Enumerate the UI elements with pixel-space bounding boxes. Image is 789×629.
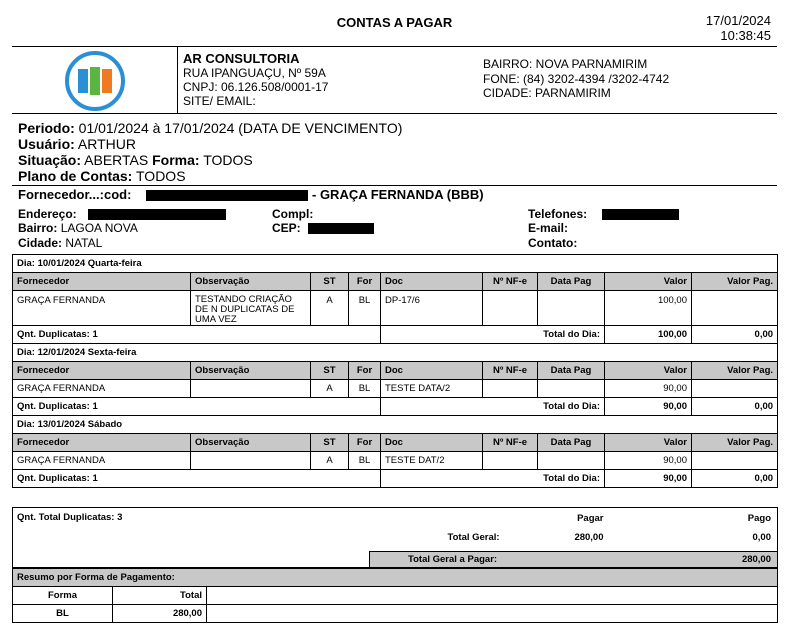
column-header-row: Fornecedor Observação ST For Doc Nº NF-e Data Pag Valor Valor Pag. xyxy=(13,362,778,380)
company-cidade: CIDADE: PARNAMIRIM xyxy=(483,86,611,100)
company-cnpj: CNPJ: 06.126.508/0001-17 xyxy=(183,80,329,94)
redacted-endereco xyxy=(88,209,226,220)
company-logo-icon xyxy=(64,50,126,112)
table-row: GRAÇA FERNANDA A BL TESTE DAT/2 90,00 xyxy=(13,452,778,470)
day-header: Dia: 12/01/2024 Sexta-feira xyxy=(13,344,778,362)
total-geral-row: Total Geral: 280,00 xyxy=(447,532,604,543)
company-site: SITE/ EMAIL: xyxy=(183,94,256,108)
resumo-row: BL 280,00 xyxy=(13,605,778,623)
redacted-telefones xyxy=(602,209,679,220)
supplier-telefones: Telefones: xyxy=(528,207,588,221)
resumo-title-row: Resumo por Forma de Pagamento: xyxy=(13,569,778,587)
payables-table xyxy=(12,254,778,488)
day-header: Dia: 10/01/2024 Quarta-feira xyxy=(13,255,778,273)
column-header-row: Fornecedor Observação ST For Doc Nº NF-e Data Pag Valor Valor Pag. xyxy=(13,273,778,291)
header-divider xyxy=(12,46,777,47)
supplier-cep: CEP: xyxy=(272,221,301,235)
supplier-title: Fornecedor...:cod: xyxy=(18,187,132,202)
supplier-bairro: Bairro: LAGOA NOVA xyxy=(18,221,138,235)
filter-periodo: Periodo: 01/01/2024 à 17/01/2024 (DATA DE VENCIMENTO) xyxy=(18,120,403,136)
day-total-row: Qnt. Duplicatas: 1 Total do Dia: 90,00 0,00 xyxy=(13,470,778,488)
total-geral-a-pagar-row: Total Geral a Pagar: 280,00 xyxy=(13,552,778,568)
company-bairro: BAIRRO: NOVA PARNAMIRIM xyxy=(483,57,648,71)
resumo-table xyxy=(12,568,778,623)
company-name: AR CONSULTORIA xyxy=(183,51,300,66)
company-address: RUA IPANGUAÇU, Nº 59A xyxy=(183,66,326,80)
table-row: GRAÇA FERNANDA TESTANDO CRIAÇÃO DE N DUPLICATAS DE UMA VEZ A BL DP-17/6 100,00 xyxy=(13,291,778,326)
supplier-email: E-mail: xyxy=(528,221,569,235)
day-header: Dia: 13/01/2024 Sábado xyxy=(13,416,778,434)
supplier-name: - GRAÇA FERNANDA (BBB) xyxy=(312,187,484,202)
report-time: 10:38:45 xyxy=(720,28,771,43)
supplier-contato: Contato: xyxy=(528,236,578,250)
total-pago-value: 0,00 xyxy=(752,531,771,543)
column-header-row: Fornecedor Observação ST For Doc Nº NF-e Data Pag Valor Valor Pag. xyxy=(13,434,778,452)
report-datetime xyxy=(706,13,771,43)
report-title: CONTAS A PAGAR xyxy=(336,15,453,30)
day-total-row: Qnt. Duplicatas: 1 Total do Dia: 90,00 0,00 xyxy=(13,398,778,416)
day-total-row: Qnt. Duplicatas: 1 Total do Dia: 100,00 0,00 xyxy=(13,326,778,344)
company-fone: FONE: (84) 3202-4394 /3202-4742 xyxy=(483,72,670,86)
pago-header: Pago xyxy=(747,512,771,524)
supplier-endereco: Endereço: xyxy=(18,207,77,221)
filter-plano: Plano de Contas: TODOS xyxy=(18,168,186,184)
redacted-cep xyxy=(308,223,374,234)
table-row: GRAÇA FERNANDA A BL TESTE DATA/2 90,00 xyxy=(13,380,778,398)
resumo-header-row: Forma Total xyxy=(13,587,778,605)
grand-totals-body: Qnt. Total Duplicatas: 3 Pagar Total Geral: 280,00 Pago 0,00 xyxy=(13,508,778,552)
supplier-compl: Compl: xyxy=(272,207,314,221)
report-date: 17/01/2024 xyxy=(705,13,771,28)
pagar-header: Pagar xyxy=(577,513,604,524)
supplier-cidade: Cidade: NATAL xyxy=(18,236,103,250)
redacted-code xyxy=(146,190,308,201)
filter-divider xyxy=(12,185,777,186)
filter-situacao: Situação: ABERTAS Forma: TODOS xyxy=(18,152,253,168)
company-divider xyxy=(177,47,178,113)
filter-usuario: Usuário: ARTHUR xyxy=(18,136,136,152)
company-divider-bottom xyxy=(12,113,777,114)
grand-totals-table xyxy=(12,507,778,568)
